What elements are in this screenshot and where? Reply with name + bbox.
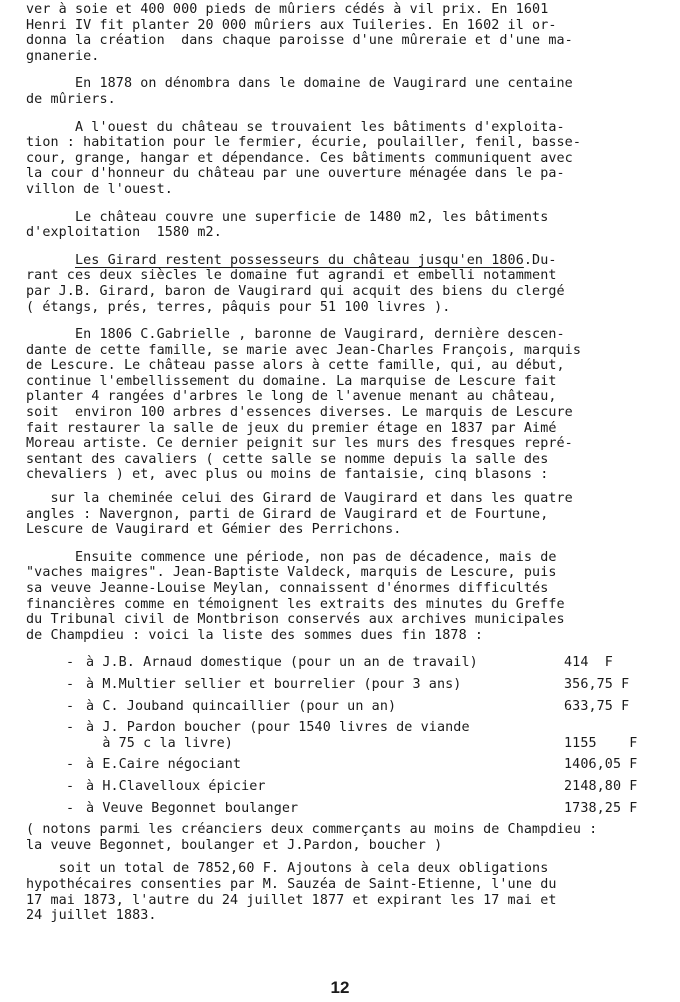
- text-line: angles : Navergnon, parti de Girard de Vaugirard et de Fourtune,: [26, 506, 549, 522]
- text-line: En 1878 on dénombra dans le domaine de Vaugirard une centaine: [26, 76, 573, 92]
- text-line: par J.B. Girard, baron de Vaugirard qui acquit des biens du clergé: [26, 283, 565, 299]
- list-item: [66, 699, 652, 715]
- text-line: Henri IV fit planter 20 000 mûriers aux Tuileries. En 1602 il or-: [26, 17, 557, 33]
- paragraph-gabrielle: [26, 327, 652, 483]
- bullet-dash: -: [66, 757, 75, 773]
- creditor-amount: 1155 F: [564, 735, 638, 751]
- text-line: gnanerie.: [26, 48, 100, 64]
- list-item: [66, 801, 652, 817]
- text-line: A l'ouest du château se trouvaient les bâtiments d'exploita-: [26, 119, 565, 135]
- text-line: Moreau artiste. Ce dernier peignit sur les murs des fresques repré-: [26, 436, 573, 452]
- creditor-amount: 356,75 F: [564, 676, 630, 692]
- text-line: donna la création dans chaque paroisse d'une mûreraie et d'une ma-: [26, 33, 573, 49]
- text-line: soit environ 100 arbres d'essences diverses. Le marquis de Lescure: [26, 405, 573, 421]
- paragraph-notons: [26, 822, 652, 853]
- text-line: planter 4 rangées d'arbres le long de l'avenue menant au château,: [26, 389, 557, 405]
- creditor-description: à J. Pardon boucher (pour 1540 livres de viande à 75 c la livre): [86, 720, 470, 751]
- bullet-dash: -: [66, 800, 75, 816]
- text-line: la cour d'honneur du château par une ouverture ménagée dans le pa-: [26, 166, 565, 182]
- creditor-description: à C. Jouband quincaillier (pour un an): [86, 698, 397, 714]
- creditor-amount: 633,75 F: [564, 698, 630, 714]
- list-item: [66, 779, 652, 795]
- text-line: sur la cheminée celui des Girard de Vaugirard et dans les quatre: [26, 491, 573, 507]
- text-line: cour, grange, hangar et dépendance. Ces bâtiments communiquent avec: [26, 150, 573, 166]
- text-line: la veuve Begonnet, boulanger et J.Pardon, boucher ): [26, 837, 443, 853]
- text-line: "vaches maigres". Jean-Baptiste Valdeck, marquis de Lescure, puis: [26, 565, 557, 581]
- bullet-dash: -: [66, 698, 75, 714]
- paragraph-surface: [26, 210, 652, 241]
- text-line: [26, 253, 652, 269]
- text-line: d'exploitation 1580 m2.: [26, 225, 222, 241]
- list-item: [66, 677, 652, 693]
- list-item: [66, 757, 652, 773]
- page-number: 12: [330, 978, 350, 997]
- list-item: [66, 655, 652, 671]
- text-line: financières comme en témoignent les extraits des minutes du Greffe: [26, 596, 565, 612]
- text-line: hypothécaires consenties par M. Sauzéa de Saint-Etienne, l'une du: [26, 876, 557, 892]
- text-line: sentant des cavaliers ( cette salle se nomme depuis la salle des: [26, 451, 549, 467]
- creditor-amount: 414 F: [564, 655, 613, 671]
- paragraph-1878: [26, 76, 652, 107]
- paragraph-blasons: [26, 491, 652, 538]
- text-line: de Lescure. Le château passe alors à cette famille, qui, au début,: [26, 358, 565, 374]
- bullet-dash: -: [66, 655, 75, 671]
- text-line: 24 juillet 1883.: [26, 908, 157, 924]
- text-line: Le château couvre une superficie de 1480 m2, les bâtiments: [26, 209, 549, 225]
- text-line: Ensuite commence une période, non pas de décadence, mais de: [26, 549, 557, 565]
- creditor-amount: 1406,05 F: [564, 757, 638, 773]
- paragraph-intro: [26, 2, 652, 64]
- underlined-heading: Les Girard restent possesseurs du château jusqu'en 1806: [74, 252, 524, 268]
- bullet-dash: -: [66, 778, 75, 794]
- text-line: chevaliers ) et, avec plus ou moins de fantaisie, cinq blasons :: [26, 467, 549, 483]
- text-line: de Champdieu : voici la liste des sommes dues fin 1878 :: [26, 627, 484, 643]
- text-line: continue l'embellissement du domaine. La marquise de Lescure fait: [26, 373, 557, 389]
- paragraph-girard: [26, 253, 652, 315]
- text-line: fait restaurer la salle de jeux du premier étage en 1837 par Aimé: [26, 420, 557, 436]
- text-line: soit un total de 7852,60 F. Ajoutons à cela deux obligations: [26, 861, 549, 877]
- creditor-description: à H.Clavelloux épicier: [86, 778, 266, 794]
- text-line: ( étangs, prés, terres, pâquis pour 51 100 livres ).: [26, 299, 451, 315]
- creditor-description: à Veuve Begonnet boulanger: [86, 800, 299, 816]
- text-line: 17 mai 1873, l'autre du 24 juillet 1877 et expirant les 17 mai et: [26, 892, 557, 908]
- text-line: villon de l'ouest.: [26, 181, 173, 197]
- text-line: tion : habitation pour le fermier, écurie, poulailler, fenil, basse-: [26, 135, 582, 151]
- paragraph-decadence: [26, 550, 652, 644]
- text-line: Lescure de Vaugirard et Gémier des Perrichons.: [26, 522, 402, 538]
- text-line: du Tribunal civil de Montbrison conservés aux archives municipales: [26, 612, 565, 628]
- creditor-description: à E.Caire négociant: [86, 757, 242, 773]
- creditor-amount: 1738,25 F: [564, 800, 638, 816]
- text-line: dante de cette famille, se marie avec Jean-Charles François, marquis: [26, 342, 582, 358]
- list-item: [66, 720, 652, 751]
- text-line: rant ces deux siècles le domaine fut agrandi et embelli notamment: [26, 268, 557, 284]
- creditor-description: à J.B. Arnaud domestique (pour un an de travail): [86, 655, 478, 671]
- creditor-description: à M.Multier sellier et bourrelier (pour 3 ans): [86, 676, 462, 692]
- text-line: de mûriers.: [26, 91, 116, 107]
- text-line: sa veuve Jeanne-Louise Meylan, connaissent d'énormes difficultés: [26, 581, 549, 596]
- bullet-dash: -: [66, 720, 75, 736]
- text-line: En 1806 C.Gabrielle , baronne de Vaugirard, dernière descen-: [26, 327, 565, 343]
- paragraph-total: [26, 861, 652, 923]
- bullet-dash: -: [66, 676, 75, 692]
- text-line: ver à soie et 400 000 pieds de mûriers cédés à vil prix. En 1601: [26, 2, 549, 17]
- creditors-list: [66, 655, 652, 816]
- paragraph-buildings: [26, 120, 652, 198]
- text-fragment: .Du-: [523, 252, 557, 268]
- text-line: ( notons parmi les créanciers deux commerçants au moins de Champdieu :: [26, 822, 598, 838]
- creditor-amount: 2148,80 F: [564, 778, 638, 794]
